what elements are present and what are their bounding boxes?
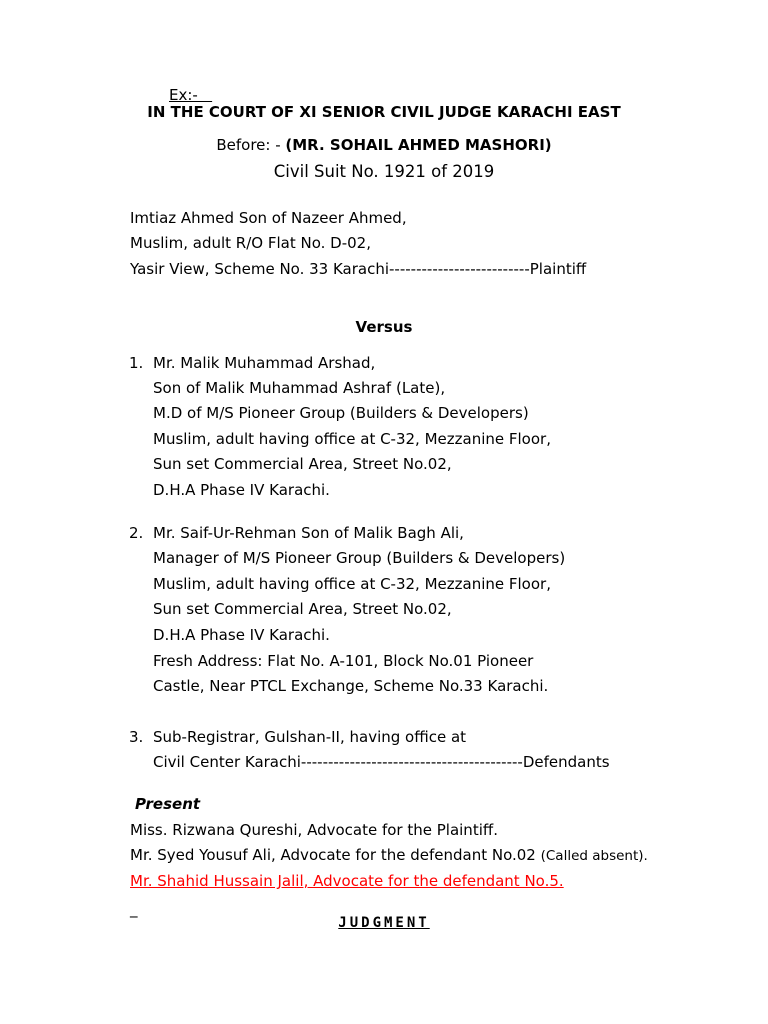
- defendant-line: Muslim, adult having office at C-32, Mezzanine Floor,: [153, 575, 551, 593]
- called-absent-note: (Called absent).: [540, 848, 648, 864]
- defendant-number: 3.: [129, 728, 144, 746]
- versus-heading: Versus: [355, 318, 413, 336]
- present-heading: Present: [135, 795, 201, 813]
- defendant-line: D.H.A Phase IV Karachi.: [153, 481, 330, 499]
- plaintiff-line: Imtiaz Ahmed Son of Nazeer Ahmed,: [130, 209, 407, 227]
- defendant-line: Son of Malik Muhammad Ashraf (Late),: [153, 379, 446, 397]
- judgment-heading: JUDGMENT: [338, 915, 430, 931]
- suit-number: Civil Suit No. 1921 of 2019: [273, 162, 495, 181]
- defendant-line: Sub-Registrar, Gulshan-II, having office at: [153, 728, 467, 746]
- before-prefix: Before: -: [216, 136, 286, 154]
- defendant-number: 2.: [129, 524, 144, 542]
- defendant-line: Mr. Saif-Ur-Rehman Son of Malik Bagh Ali,: [153, 524, 464, 542]
- defendant-line: Civil Center Karachi-----------------------------------------Defendants: [153, 753, 610, 771]
- present-line: [130, 848, 648, 864]
- present-line-highlighted: Mr. Shahid Hussain Jalil, Advocate for the defendant No.5.: [130, 872, 564, 890]
- judge-name: (MR. SOHAIL AHMED MASHORI): [285, 136, 552, 154]
- defendant-line: M.D of M/S Pioneer Group (Builders & Developers): [153, 404, 529, 422]
- defendant-line: Fresh Address: Flat No. A-101, Block No.01 Pioneer: [153, 652, 534, 670]
- plaintiff-line: Muslim, adult R/O Flat No. D-02,: [130, 234, 371, 252]
- court-title: IN THE COURT OF XI SENIOR CIVIL JUDGE KARACHI EAST: [147, 103, 621, 121]
- stray-underscore: _: [130, 900, 138, 918]
- defendant-line: Muslim, adult having office at C-32, Mezzanine Floor,: [153, 430, 551, 448]
- defendant-line: Sun set Commercial Area, Street No.02,: [153, 455, 452, 473]
- defendant-line: Manager of M/S Pioneer Group (Builders & Developers): [153, 549, 566, 567]
- exhibit-mark: Ex:-: [169, 86, 213, 104]
- defendant-line: Castle, Near PTCL Exchange, Scheme No.33 Karachi.: [153, 677, 549, 695]
- defendant-line: Mr. Malik Muhammad Arshad,: [153, 354, 376, 372]
- before-judge: [0, 138, 768, 153]
- defendant-line: D.H.A Phase IV Karachi.: [153, 626, 330, 644]
- defendant-line: Sun set Commercial Area, Street No.02,: [153, 600, 452, 618]
- plaintiff-line: Yasir View, Scheme No. 33 Karachi--------------------------Plaintiff: [130, 260, 587, 278]
- present-line-text: Mr. Syed Yousuf Ali, Advocate for the defendant No.02: [130, 846, 541, 864]
- defendant-number: 1.: [129, 354, 144, 372]
- present-line: Miss. Rizwana Qureshi, Advocate for the Plaintiff.: [130, 821, 498, 839]
